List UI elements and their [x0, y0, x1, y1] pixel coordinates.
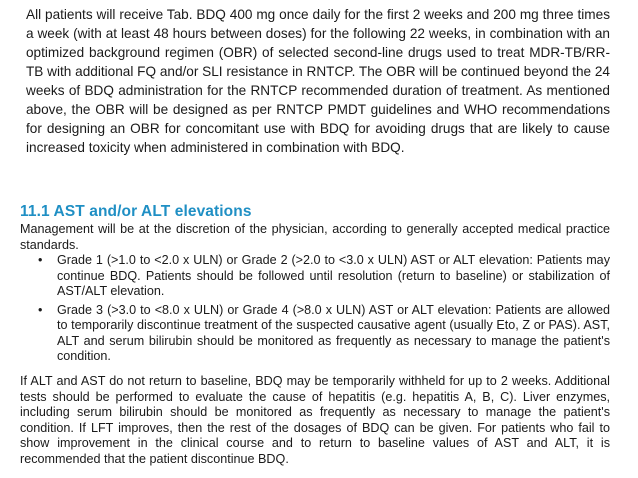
bullet-marker: • [38, 253, 43, 267]
bullet-grade-3-4 [20, 303, 610, 365]
management-paragraph: Management will be at the discretion of the physician, according to generally accepted medical practice standards. [20, 222, 610, 252]
bullet-marker: • [38, 302, 43, 317]
bullet-grade-1-2 [20, 253, 610, 300]
bullet-text: Grade 1 (>1.0 to <2.0 x ULN) or Grade 2 (>2.0 to <3.0 x ULN) AST or ALT elevation: Patients may continue BDQ. Patients should be followed until resolution (return to baseline) or stabilization of AST/ALT elevation. [57, 253, 610, 298]
followup-paragraph: If ALT and AST do not return to baseline, BDQ may be temporarily withheld for up to 2 weeks. Additional tests should be performed to evaluate the cause of hepatitis (e.g. hepatitis A, B, C). Liver enzymes, including serum bilirubin should be monitored as frequently as necessary to manage the patient's condition. If LFT improves, then the rest of the dosages of BDQ can be given. For patients who fail to show improvement in the clinical course and to return to baseline values of AST and ALT, it is recommended that the patient discontinue BDQ. [20, 374, 610, 466]
bullet-text: Grade 3 (>3.0 to <8.0 x ULN) or Grade 4 (>8.0 x ULN) AST or ALT elevation: Patients are allowed to temporarily discontinue treatment of the suspected causative agent (usually Eto, Z or PAS). AST, ALT and serum bilirubin should be monitored as frequently as necessary to manage the patient's condition. [57, 302, 610, 363]
section-heading: 11.1 AST and/or ALT elevations [20, 203, 252, 220]
intro-paragraph: All patients will receive Tab. BDQ 400 mg once daily for the first 2 weeks and 200 mg three times a week (with at least 48 hours between doses) for the following 22 weeks, in combination with an optimized background regimen (OBR) of selected second-line drugs used to treat MDR-TB/RR-TB with additional FQ and/or SLI resistance in RNTCP. The OBR will be continued beyond the 24 weeks of BDQ administration for the RNTCP recommended duration of treatment. As mentioned above, the OBR will be designed as per RNTCP PMDT guidelines and WHO recommendations for designing an OBR for concomitant use with BDQ for avoiding drugs that are likely to cause increased toxicity when administered in combination with BDQ. [26, 7, 610, 155]
grade-bullet-list [20, 253, 610, 368]
